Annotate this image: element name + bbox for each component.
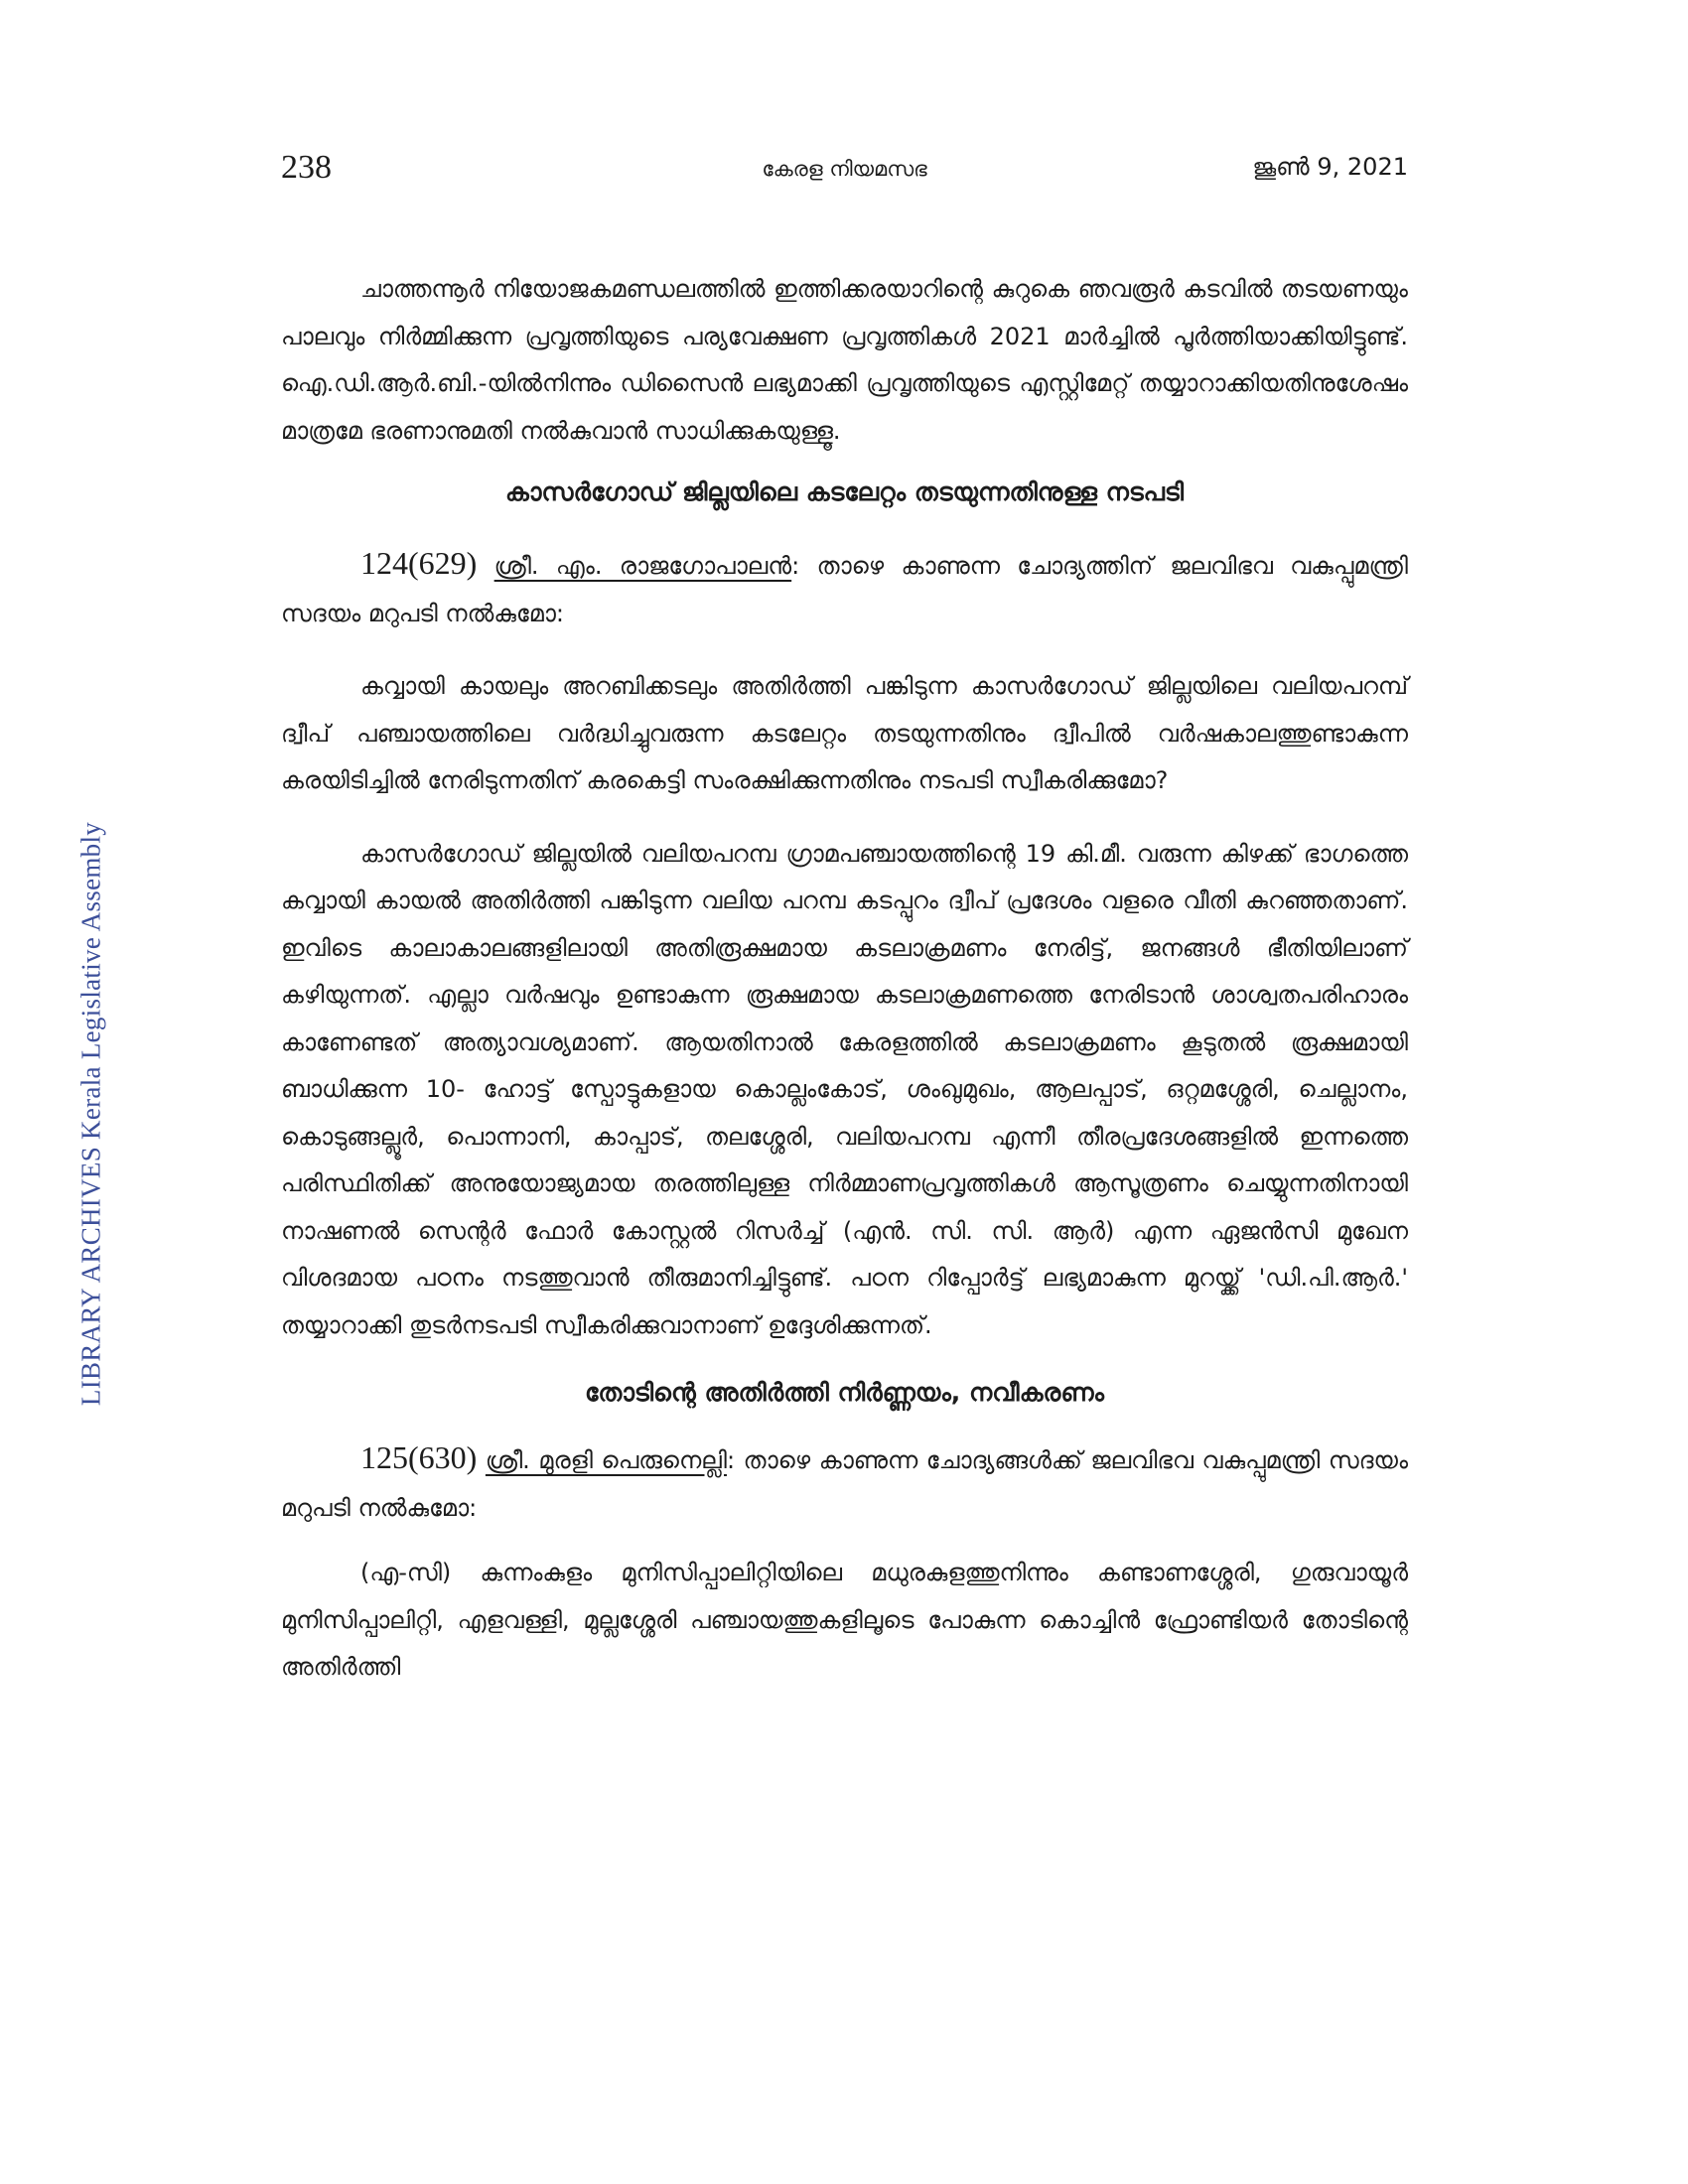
question-intro-text: : താഴെ കാണുന്ന ചോദ്യങ്ങൾക്ക് ജലവിഭവ വകുപ്പുമന്ത്രി സദയം മറുപടി നൽകുമോ:	[281, 1446, 1409, 1522]
question-intro-125	[281, 1434, 1408, 1532]
question-text-125: (എ-സി) കുന്നംകുളം മുനിസിപ്പാലിറ്റിയിലെ മധുരകുളത്തുനിന്നും കണ്ടാണശ്ശേരി, ഗുരുവായൂർ മുനിസിപ്പാലിറ്റി, എളവള്ളി, മുല്ലശ്ശേരി പഞ്ചായത്തുകളിലൂടെ പോകുന്ന കൊച്ചിൻ ഫ്രോണ്ടിയർ തോടിന്റെ അതിർത്തി	[281, 1559, 1408, 1681]
answer-paragraph-continued: ചാത്തന്നൂർ നിയോജകമണ്ഡലത്തിൽ ഇത്തിക്കരയാറിന്റെ കുറുകെ ഞവരൂർ കടവിൽ തടയണയും പാലവും നിർമ്മിക്കുന്ന പ്രവൃത്തിയുടെ പര്യവേക്ഷണ പ്രവൃത്തികൾ 2021 മാർച്ചിൽ പൂർത്തിയാക്കിയിട്ടുണ്ട്. ഐ.ഡി.ആർ.ബി.-യിൽനിന്നും ഡിസൈൻ ലഭ്യമാക്കി പ്രവൃത്തിയുടെ എസ്റ്റിമേറ്റ് തയ്യാറാക്കിയതിനുശേഷം മാത്രമേ ഭരണാനുമതി നൽകുവാൻ സാധിക്കുകയുള്ളൂ.	[281, 275, 1408, 445]
section-heading-kasaragod: കാസർഗോഡ് ജില്ലയിലെ കടലേറ്റം തടയുന്നതിനുള്ള നടപടി	[504, 478, 1185, 506]
question-intro-124	[281, 540, 1408, 637]
page-number: 238	[281, 149, 332, 186]
library-archives-watermark: LIBRARY ARCHIVES Kerala Legislative Assembly	[75, 821, 106, 1407]
member-name: ശ്രീ. എം. രാജഗോപാലൻ	[493, 552, 792, 580]
answer-text-124: കാസർഗോഡ് ജില്ലയിൽ വലിയപറമ്പ ഗ്രാമപഞ്ചായത്തിന്റെ 19 കി.മീ. വരുന്ന കിഴക്ക് ഭാഗത്തെ കവ്വായി കായൽ അതിർത്തി പങ്കിടുന്ന വലിയ പറമ്പ കടപ്പുറം ദ്വീപ് പ്രദേശം വളരെ വീതി കുറഞ്ഞതാണ്. ഇവിടെ കാലാകാലങ്ങളിലായി അതിരൂക്ഷമായ കടലാക്രമണം നേരിട്ട്, ജനങ്ങൾ ഭീതിയിലാണ് കഴിയുന്നത്. എല്ലാ വർഷവും ഉണ്ടാകുന്ന രൂക്ഷമായ കടലാക്രമണത്തെ നേരിടാൻ ശാശ്വതപരിഹാരം കാണേണ്ടത് അത്യാവശ്യമാണ്. ആയതിനാൽ കേരളത്തിൽ കടലാക്രമണം കൂടുതൽ രൂക്ഷമായി ബാധിക്കുന്ന 10- ഹോട്ട് സ്പോട്ടുകളായ കൊല്ലംകോട്, ശംഖുമുഖം, ആലപ്പാട്, ഒറ്റമശ്ശേരി, ചെല്ലാനം, കൊടുങ്ങല്ലൂർ, പൊന്നാനി, കാപ്പാട്, തലശ്ശേരി, വലിയപറമ്പ എന്നീ തീരപ്രദേശങ്ങളിൽ ഇന്നത്തെ പരിസ്ഥിതിക്ക് അനുയോജ്യമായ തരത്തിലുള്ള നിർമ്മാണപ്രവൃത്തികൾ ആസൂത്രണം ചെയ്യുന്നതിനായി നാഷണൽ സെന്റർ ഫോർ കോസ്റ്റൽ റിസർച്ച് (എൻ. സി. സി. ആർ) എന്ന ഏജൻസി മുഖേന വിശദമായ പഠനം നടത്തുവാൻ തീരുമാനിച്ചിട്ടുണ്ട്. പഠന റിപ്പോർട്ട് ലഭ്യമാകുന്ന മുറയ്ക്ക് 'ഡി.പി.ആർ.' തയ്യാറാക്കി തുടർനടപടി സ്വീകരിക്കുവാനാണ് ഉദ്ദേശിക്കുന്നത്.	[281, 839, 1408, 1339]
page-content	[281, 266, 1408, 1692]
question-number: 125(630)	[360, 1439, 478, 1475]
member-name: ശ്രീ. മുരളി പെരുനെല്ലി	[485, 1446, 727, 1474]
header-title: കേരള നിയമസഭ	[762, 157, 927, 181]
question-number: 124(629)	[360, 545, 478, 581]
header-date: ജൂൺ 9, 2021	[1252, 153, 1408, 181]
section-heading-canal-boundary: തോടിന്റെ അതിർത്തി നിർണ്ണയം, നവീകരണം	[585, 1378, 1104, 1407]
question-text-124: കവ്വായി കായലും അറബിക്കടലും അതിർത്തി പങ്കിടുന്ന കാസർഗോഡ് ജില്ലയിലെ വലിയപറമ്പ് ദ്വീപ് പഞ്ചായത്തിലെ വർദ്ധിച്ചുവരുന്ന കടലേറ്റം തടയുന്നതിനും ദ്വീപിൽ വർഷകാലത്തുണ്ടാകുന്ന കരയിടിച്ചിൽ നേരിടുന്നതിന് കരകെട്ടി സംരക്ഷിക്കുന്നതിനും നടപടി സ്വീകരിക്കുമോ?	[281, 672, 1408, 794]
page-header	[281, 149, 1408, 199]
question-intro-text: : താഴെ കാണുന്ന ചോദ്യത്തിന് ജലവിഭവ വകുപ്പുമന്ത്രി സദയം മറുപടി നൽകുമോ:	[281, 552, 1408, 627]
